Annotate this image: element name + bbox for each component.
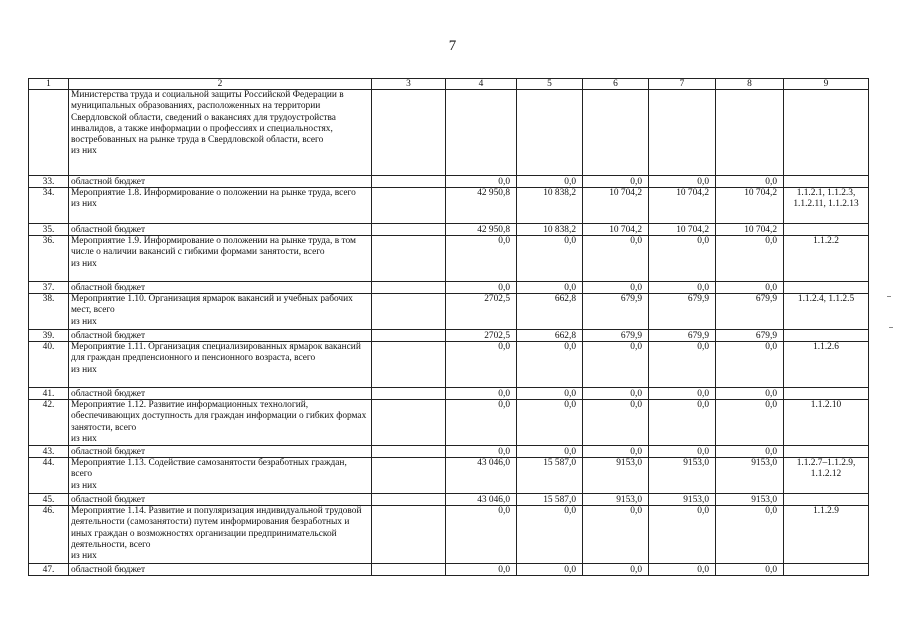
- value-cell: 0,0: [716, 176, 784, 188]
- value-cell: 0,0: [446, 564, 517, 576]
- value-cell: 0,0: [583, 564, 649, 576]
- value-cell: 9153,0: [649, 458, 716, 494]
- value-cell: 10 704,2: [649, 188, 716, 224]
- value-cell: 679,9: [716, 294, 784, 330]
- item-name: Мероприятие 1.10. Организация ярмарок вакансий и учебных рабочих мест, всего: [71, 294, 353, 316]
- value-cell: 10 838,2: [517, 224, 583, 236]
- column-header: 7: [649, 79, 716, 90]
- target-ref-cell: [784, 224, 869, 236]
- value-cell: 0,0: [649, 388, 716, 400]
- value-cell: 0,0: [583, 400, 649, 446]
- item-name: Мероприятие 1.9. Информирование о положении на рынке труда, в том числе о наличии вакансий с гибкими формами занятости, всего: [71, 236, 356, 258]
- row-number-cell: 45.: [29, 494, 69, 506]
- row-number-cell: 38.: [29, 294, 69, 330]
- row-number-cell: 37.: [29, 282, 69, 294]
- item-name-cell: [69, 294, 372, 330]
- item-name: областной бюджет: [71, 283, 146, 293]
- item-name-cell: [69, 282, 372, 294]
- col3-cell: [372, 388, 446, 400]
- table-row: [29, 400, 869, 446]
- item-name-cell: [69, 188, 372, 224]
- col3-cell: [372, 564, 446, 576]
- value-cell: 0,0: [716, 400, 784, 446]
- item-name: областной бюджет: [71, 495, 146, 506]
- table-row: [29, 458, 869, 494]
- value-cell: 0,0: [716, 236, 784, 282]
- value-cell: 0,0: [649, 342, 716, 388]
- row-number-cell: 46.: [29, 506, 69, 564]
- item-subtext: из них: [71, 199, 97, 210]
- col3-cell: [372, 176, 446, 188]
- value-cell: 0,0: [716, 564, 784, 576]
- value-cell: 0,0: [517, 342, 583, 388]
- value-cell: 0,0: [517, 446, 583, 458]
- value-cell: 0,0: [649, 446, 716, 458]
- value-cell: 0,0: [517, 506, 583, 564]
- value-cell: 9153,0: [583, 494, 649, 506]
- col3-cell: [372, 224, 446, 236]
- value-cell: 2702,5: [446, 330, 517, 342]
- value-cell: 0,0: [716, 388, 784, 400]
- table-row: [29, 176, 869, 188]
- col3-cell: [372, 506, 446, 564]
- value-cell: 2702,5: [446, 294, 517, 330]
- item-name-cell: [69, 400, 372, 446]
- table-row: [29, 446, 869, 458]
- item-name-cell: [69, 564, 372, 576]
- row-number-cell: 41.: [29, 388, 69, 400]
- item-name-cell: [69, 176, 372, 188]
- col3-cell: [372, 342, 446, 388]
- item-subtext: из них: [71, 551, 97, 562]
- item-name: областной бюджет: [71, 565, 146, 576]
- target-ref-cell: [784, 494, 869, 506]
- table-row: [29, 330, 869, 342]
- value-cell: 10 704,2: [649, 224, 716, 236]
- value-cell: 43 046,0: [446, 458, 517, 494]
- item-name-cell: [69, 458, 372, 494]
- intro-subtext: из них: [71, 146, 97, 157]
- value-cell: 0,0: [649, 236, 716, 282]
- row-number-cell: 40.: [29, 342, 69, 388]
- item-name: областной бюджет: [71, 177, 146, 187]
- value-cell: 42 950,8: [446, 188, 517, 224]
- value-cell: 0,0: [583, 388, 649, 400]
- column-header: 8: [716, 79, 784, 90]
- value-cell: 0,0: [517, 400, 583, 446]
- item-name-cell: [69, 236, 372, 282]
- value-cell: 0,0: [716, 282, 784, 294]
- target-ref-cell: 1.1.2.2: [784, 236, 869, 282]
- target-ref-cell: 1.1.2.10: [784, 400, 869, 446]
- col3-cell: [372, 294, 446, 330]
- table-row: [29, 294, 869, 330]
- table-header-row: [29, 79, 869, 90]
- value-cell: 679,9: [649, 330, 716, 342]
- value-cell: 679,9: [716, 330, 784, 342]
- value-cell: 0,0: [649, 282, 716, 294]
- column-header: 4: [446, 79, 517, 90]
- value-cell: 0,0: [583, 446, 649, 458]
- row-number-cell: 42.: [29, 400, 69, 446]
- table-row: [29, 388, 869, 400]
- value-cell: 0,0: [583, 506, 649, 564]
- value-cell: 0,0: [446, 506, 517, 564]
- target-ref-cell: [784, 564, 869, 576]
- value-cell: 0,0: [446, 446, 517, 458]
- value-cell: 0,0: [446, 342, 517, 388]
- value-cell: 0,0: [583, 282, 649, 294]
- item-name: Мероприятие 1.14. Развитие и популяризация индивидуальной трудовой деятельности (самозанятости) путем информирования безработных и иных граждан о возможностях организации предпринимательской деятельности, всего: [71, 506, 362, 551]
- scan-mark: [887, 296, 891, 297]
- target-ref-cell: [784, 282, 869, 294]
- item-name: Мероприятие 1.12. Развитие информационных технологий, обеспечивающих доступность для граждан информации о гибких формах занятости, всего: [71, 400, 367, 433]
- row-number-cell: 43.: [29, 446, 69, 458]
- value-cell: 10 704,2: [716, 224, 784, 236]
- table-row: [29, 236, 869, 282]
- item-name-cell: [69, 388, 372, 400]
- value-cell: 0,0: [517, 236, 583, 282]
- table-row: [29, 494, 869, 506]
- table-row: [29, 282, 869, 294]
- row-number-cell: 35.: [29, 224, 69, 236]
- value-cell: 9153,0: [716, 494, 784, 506]
- value-cell: 0,0: [446, 236, 517, 282]
- value-cell: 679,9: [583, 294, 649, 330]
- value-cell: 0,0: [649, 506, 716, 564]
- column-header: 1: [29, 79, 69, 90]
- value-cell: 0,0: [716, 342, 784, 388]
- intro-text: Министерства труда и социальной защиты Российской Федерации в муниципальных образованиях, расположенных на территории Свердловской области, сведений о вакансиях для трудоустройства инвалидов, а также информации о профессиях и специальностях, востребованных на рынке труда в Свердловской области, всего: [71, 90, 344, 146]
- target-ref-cell: 1.1.2.4, 1.1.2.5: [784, 294, 869, 330]
- target-ref-cell: [784, 176, 869, 188]
- column-header: 2: [69, 79, 372, 90]
- value-cell: 42 950,8: [446, 224, 517, 236]
- item-subtext: из них: [71, 480, 97, 491]
- value-cell: 0,0: [583, 176, 649, 188]
- value-cell: 10 704,2: [583, 224, 649, 236]
- value-cell: 43 046,0: [446, 494, 517, 506]
- row-number-cell: 39.: [29, 330, 69, 342]
- value-cell: 0,0: [517, 388, 583, 400]
- value-cell: 10 838,2: [517, 188, 583, 224]
- table-row: [29, 188, 869, 224]
- row-number-cell: [29, 90, 69, 176]
- value-cell: 662,8: [517, 330, 583, 342]
- item-name: областной бюджет: [71, 331, 146, 341]
- item-name-cell: [69, 494, 372, 506]
- item-name-cell: [69, 506, 372, 564]
- col3-cell: [372, 236, 446, 282]
- value-cell: 679,9: [583, 330, 649, 342]
- value-cell: 0,0: [446, 388, 517, 400]
- item-name-cell: [69, 342, 372, 388]
- row-number-cell: 44.: [29, 458, 69, 494]
- program-table: [28, 78, 869, 576]
- value-cell: 679,9: [649, 294, 716, 330]
- row-number-cell: 33.: [29, 176, 69, 188]
- value-cell: 0,0: [446, 176, 517, 188]
- col3-cell: [372, 188, 446, 224]
- target-ref-cell: 1.1.2.9: [784, 506, 869, 564]
- column-header: 9: [784, 79, 869, 90]
- row-number-cell: 34.: [29, 188, 69, 224]
- column-header: 6: [583, 79, 649, 90]
- row-number-cell: 47.: [29, 564, 69, 576]
- target-ref-cell: [784, 330, 869, 342]
- item-subtext: из них: [71, 316, 97, 327]
- table-row: [29, 224, 869, 236]
- table-row: [29, 506, 869, 564]
- target-ref-cell: 1.1.2.1, 1.1.2.3, 1.1.2.11, 1.1.2.13: [784, 188, 869, 224]
- item-name: областной бюджет: [71, 389, 146, 399]
- item-name: областной бюджет: [71, 225, 146, 235]
- item-name: областной бюджет: [71, 447, 146, 458]
- item-name-cell: [69, 330, 372, 342]
- value-cell: 0,0: [649, 176, 716, 188]
- value-cell: 10 704,2: [716, 188, 784, 224]
- item-name-cell: [69, 446, 372, 458]
- item-name: Мероприятие 1.11. Организация специализированных ярмарок вакансий для граждан предпенсионного и пенсионного возраста, всего: [71, 342, 361, 364]
- value-cell: 0,0: [583, 236, 649, 282]
- intro-text-cell: [69, 90, 372, 176]
- intro-row: [29, 90, 869, 176]
- col3-cell: [372, 330, 446, 342]
- value-cell: 0,0: [583, 342, 649, 388]
- target-ref-cell: [784, 388, 869, 400]
- value-cell: 0,0: [517, 564, 583, 576]
- target-ref-cell: 1.1.2.6: [784, 342, 869, 388]
- col3-cell: [372, 400, 446, 446]
- value-cell: 0,0: [649, 400, 716, 446]
- col3-cell: [372, 494, 446, 506]
- value-cell: 0,0: [517, 282, 583, 294]
- value-cell: 0,0: [649, 564, 716, 576]
- target-ref-cell: 1.1.2.7–1.1.2.9, 1.1.2.12: [784, 458, 869, 494]
- col3-cell: [372, 458, 446, 494]
- target-ref-cell: [784, 446, 869, 458]
- item-subtext: из них: [71, 364, 97, 375]
- value-cell: 0,0: [446, 400, 517, 446]
- value-cell: 0,0: [716, 506, 784, 564]
- item-name: Мероприятие 1.8. Информирование о положении на рынке труда, всего: [71, 188, 356, 198]
- column-header: 5: [517, 79, 583, 90]
- value-cell: 0,0: [446, 282, 517, 294]
- value-cell: 15 587,0: [517, 494, 583, 506]
- col3-cell: [372, 446, 446, 458]
- value-cell: 0,0: [716, 446, 784, 458]
- value-cell: 9153,0: [583, 458, 649, 494]
- value-cell: 10 704,2: [583, 188, 649, 224]
- column-header: 3: [372, 79, 446, 90]
- item-subtext: из них: [71, 433, 97, 444]
- value-cell: 662,8: [517, 294, 583, 330]
- item-subtext: из них: [71, 258, 97, 269]
- value-cell: 0,0: [517, 176, 583, 188]
- item-name: Мероприятие 1.13. Содействие самозанятости безработных граждан, всего: [71, 458, 347, 480]
- value-cell: 9153,0: [716, 458, 784, 494]
- item-name-cell: [69, 224, 372, 236]
- value-cell: 9153,0: [649, 494, 716, 506]
- col3-cell: [372, 282, 446, 294]
- row-number-cell: 36.: [29, 236, 69, 282]
- table-row: [29, 342, 869, 388]
- page-number: 7: [448, 38, 457, 54]
- table-row: [29, 564, 869, 576]
- scan-mark: [889, 327, 893, 328]
- value-cell: 15 587,0: [517, 458, 583, 494]
